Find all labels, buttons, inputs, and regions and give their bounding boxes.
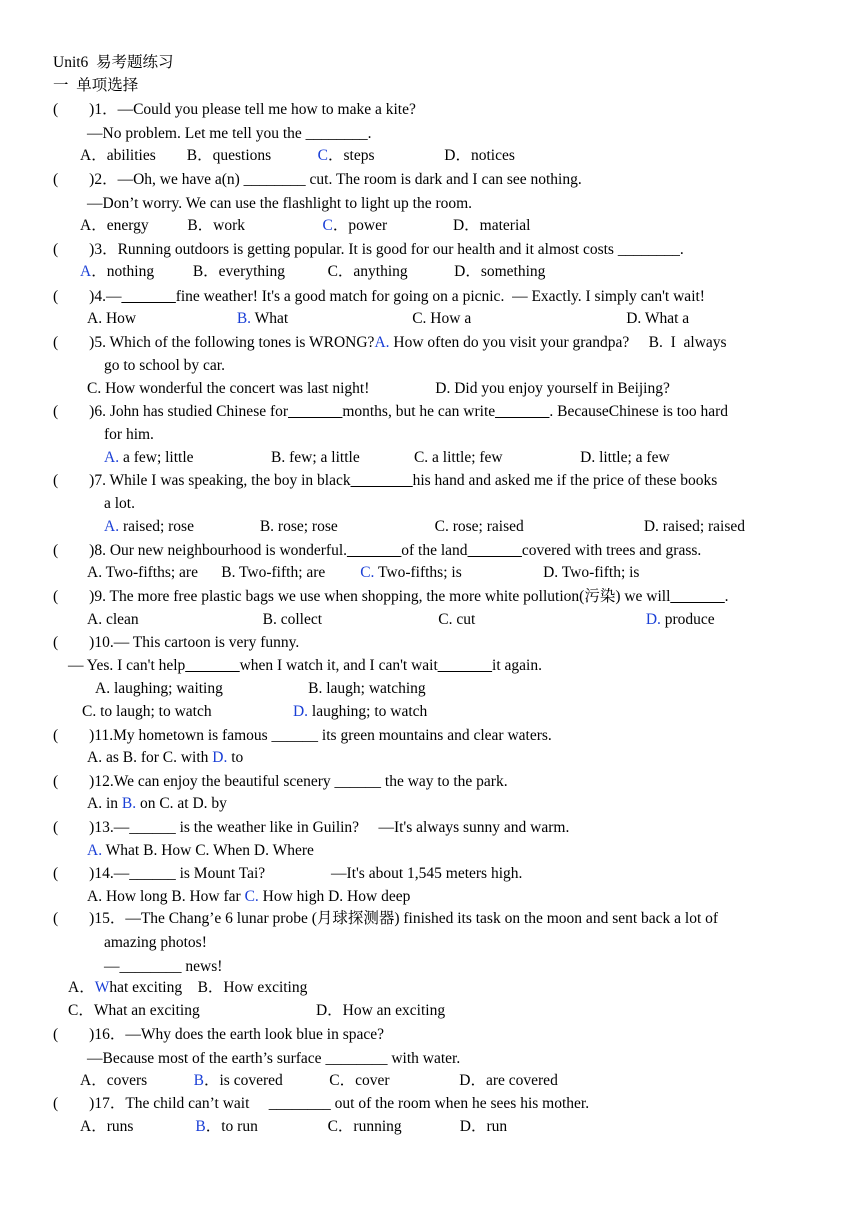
text-segment: — Yes. I can't help: [68, 657, 186, 674]
text-segment: A. as B. for C. with: [87, 749, 213, 766]
text-line-q11o: [87, 748, 243, 768]
text-segment: ( )10.— This cartoon is very funny.: [53, 634, 300, 651]
text-segment: A. How long B. How far: [87, 888, 245, 905]
text-line-q9o: [87, 610, 715, 630]
text-line-q8: [53, 541, 701, 561]
answer-mark: C.: [244, 888, 259, 905]
text-line-q14o: [87, 887, 410, 907]
text-segment: ．to run C．running D．run: [205, 1118, 508, 1135]
text-line-q10b: [68, 656, 542, 676]
text-segment: ( )2．—Oh, we have a(n) ________ cut. The room is dark and I can see nothing.: [53, 171, 582, 188]
text-line-q7: [53, 471, 717, 491]
text-line-q12: [53, 772, 508, 792]
answer-mark: B.: [236, 310, 252, 327]
text-segment: a lot.: [104, 495, 135, 512]
text-segment: A. How: [87, 310, 237, 327]
text-segment: it again.: [492, 657, 542, 674]
text-segment: his hand and asked me if the price of these books: [412, 472, 718, 489]
text-line-q10: [53, 633, 299, 653]
text-segment: A. laughing; waiting B. laugh; watching: [95, 680, 426, 697]
text-segment: ( )9. The more free plastic bags we use when shopping, the more white pollution(污染) we will: [53, 588, 671, 605]
blank: _______: [288, 403, 343, 420]
text-segment: How often do you visit your grandpa? B. I always: [389, 334, 727, 351]
text-line-l2: [53, 76, 138, 96]
text-segment: fine weather! It's a good match for going on a picnic. — Exactly. I simply can't wait!: [175, 288, 705, 305]
answer-mark: C.: [360, 564, 375, 581]
text-segment: A．energy B．work: [80, 217, 323, 234]
text-segment: How high D. How deep: [258, 888, 411, 905]
answer-mark: A.: [87, 842, 103, 859]
text-line-q2: [53, 170, 582, 190]
text-segment: A．covers: [80, 1072, 194, 1089]
blank: _______: [347, 542, 402, 559]
text-line-q15c: [104, 957, 222, 977]
text-segment: —No problem. Let me tell you the ________.: [87, 125, 372, 142]
text-line-q6: [53, 402, 728, 422]
answer-mark: C: [322, 217, 333, 234]
text-segment: ( )7. While I was speaking, the boy in black: [53, 472, 351, 489]
text-segment: —Because most of the earth’s surface ________ with water.: [87, 1050, 461, 1067]
answer-mark: B: [195, 1118, 206, 1135]
answer-mark: W: [94, 979, 110, 996]
text-line-q5: [53, 333, 727, 353]
text-line-q15o2: [68, 1001, 445, 1021]
text-segment: A．abilities B．questions: [80, 147, 318, 164]
blank: _______: [437, 657, 493, 674]
answer-mark: A: [80, 263, 92, 280]
text-line-q15: [53, 909, 718, 929]
text-line-q3o: [80, 262, 545, 282]
text-segment: ( )15．—The Chang’e 6 lunar probe (月球探测器) finished its task on the moon and sent back a lot of: [53, 910, 719, 927]
text-segment: ( )8. Our new neighbourhood is wonderful.: [53, 542, 348, 559]
blank: _______: [670, 588, 725, 605]
text-line-q15b: [104, 933, 207, 953]
text-line-q15o1: [68, 978, 307, 998]
blank: _______: [185, 657, 240, 674]
text-segment: produce: [660, 611, 715, 628]
text-line-q5b: [104, 356, 225, 376]
text-line-q9: [53, 587, 729, 607]
text-segment: amazing photos!: [104, 934, 207, 951]
text-line-q6o: [104, 448, 670, 468]
text-segment: 一 单项选择: [53, 77, 139, 94]
text-segment: A. clean B. collect C. cut: [87, 611, 646, 628]
text-segment: —________ news!: [104, 958, 223, 975]
blank: _______: [495, 403, 550, 420]
text-line-q17: [53, 1094, 589, 1114]
text-segment: C. How wonderful the concert was last night! D. Did you enjoy yourself in Beijing?: [87, 380, 670, 397]
text-segment: ( )1．—Could you please tell me how to make a kite?: [53, 101, 416, 118]
text-segment: ( )14.—______ is Mount Tai? —It's about 1,545 meters high.: [53, 865, 523, 882]
text-segment: A．: [68, 979, 95, 996]
text-line-q2b: [87, 194, 472, 214]
text-segment: a few; little B. few; a little C. a little; few D. little; a few: [119, 449, 670, 466]
text-line-q4: [53, 287, 705, 307]
text-line-q1b: [87, 124, 372, 144]
answer-mark: B: [193, 1072, 204, 1089]
text-segment: months, but he can write: [342, 403, 496, 420]
answer-mark: A.: [104, 518, 120, 535]
answer-mark: B.: [121, 795, 137, 812]
text-segment: ( )16．—Why does the earth look blue in space?: [53, 1026, 385, 1043]
text-line-q8o: [87, 563, 639, 583]
text-segment: . BecauseChinese is too hard: [549, 403, 729, 420]
text-line-q17o: [80, 1117, 507, 1137]
text-line-q11: [53, 726, 552, 746]
text-segment: ．is covered C．cover D．are covered: [204, 1072, 558, 1089]
text-segment: ( )4.—: [53, 288, 122, 305]
answer-mark: A.: [374, 334, 390, 351]
text-line-q12o: [87, 794, 227, 814]
text-segment: for him.: [104, 426, 154, 443]
text-line-q16: [53, 1025, 384, 1045]
text-segment: C. to laugh; to watch: [82, 703, 293, 720]
text-line-q16o: [80, 1071, 558, 1091]
text-segment: C．What an exciting D．How an exciting: [68, 1002, 446, 1019]
text-line-q3: [53, 240, 684, 260]
answer-mark: D.: [212, 749, 228, 766]
text-line-q16b: [87, 1049, 460, 1069]
text-segment: covered with trees and grass.: [521, 542, 702, 559]
text-segment: ( )13.—______ is the weather like in Guilin? —It's always sunny and warm.: [53, 819, 570, 836]
text-line-q1: [53, 100, 416, 120]
text-segment: ( )5. Which of the following tones is WRONG?: [53, 334, 375, 351]
text-segment: A．runs: [80, 1118, 196, 1135]
text-segment: ( )6. John has studied Chinese for: [53, 403, 289, 420]
text-segment: on C. at D. by: [136, 795, 227, 812]
text-segment: Two-fifths; is D. Two-fifth; is: [374, 564, 640, 581]
answer-mark: C: [317, 147, 329, 164]
text-segment: go to school by car.: [104, 357, 225, 374]
text-segment: .: [724, 588, 729, 605]
blank: _______: [121, 288, 176, 305]
text-segment: ( )3．Running outdoors is getting popular. It is good for our health and it almost costs ________.: [53, 241, 684, 258]
text-segment: ( )11.My hometown is famous ______ its green mountains and clear waters.: [53, 727, 552, 744]
text-line-q4o: [87, 309, 689, 329]
text-line-q6b: [104, 425, 154, 445]
text-line-q2o: [80, 216, 530, 236]
text-line-q13o: [87, 841, 314, 861]
text-segment: raised; rose B. rose; rose C. rose; raised D. raised; raised: [119, 518, 746, 535]
text-segment: ．steps D．notices: [328, 147, 515, 164]
text-segment: ( )17．The child can’t wait ________ out of the room when he sees his mother.: [53, 1095, 590, 1112]
text-segment: laughing; to watch: [308, 703, 428, 720]
text-segment: of the land: [401, 542, 468, 559]
text-segment: ．nothing B．everything C．anything D．something: [91, 263, 546, 280]
text-segment: hat exciting B．How exciting: [109, 979, 308, 996]
text-line-q10o1: [95, 679, 426, 699]
blank: ________: [350, 472, 413, 489]
answer-mark: D.: [645, 611, 661, 628]
text-line-q14: [53, 864, 522, 884]
text-line-q7o: [104, 517, 745, 537]
answer-mark: D.: [292, 703, 309, 720]
text-segment: when I watch it, and I can't wait: [239, 657, 438, 674]
text-segment: ．power D．material: [332, 217, 531, 234]
text-segment: A. in: [87, 795, 122, 812]
text-segment: What B. How C. When D. Where: [102, 842, 314, 859]
text-line-q13: [53, 818, 569, 838]
text-segment: to: [227, 749, 244, 766]
text-segment: Unit6 易考题练习: [53, 54, 174, 71]
text-segment: —Don’t worry. We can use the flashlight to light up the room.: [87, 195, 473, 212]
text-segment: ( )12.We can enjoy the beautiful scenery ______ the way to the park.: [53, 773, 508, 790]
text-line-l1: [53, 53, 174, 73]
text-line-q7b: [104, 494, 135, 514]
blank: _______: [467, 542, 522, 559]
text-segment: What C. How a D. What a: [251, 310, 690, 327]
text-segment: A. Two-fifths; are B. Two-fifth; are: [87, 564, 361, 581]
text-line-q5o: [87, 379, 670, 399]
text-line-q1o: [80, 146, 515, 166]
answer-mark: A.: [104, 449, 120, 466]
text-line-q10o2: [82, 702, 427, 722]
